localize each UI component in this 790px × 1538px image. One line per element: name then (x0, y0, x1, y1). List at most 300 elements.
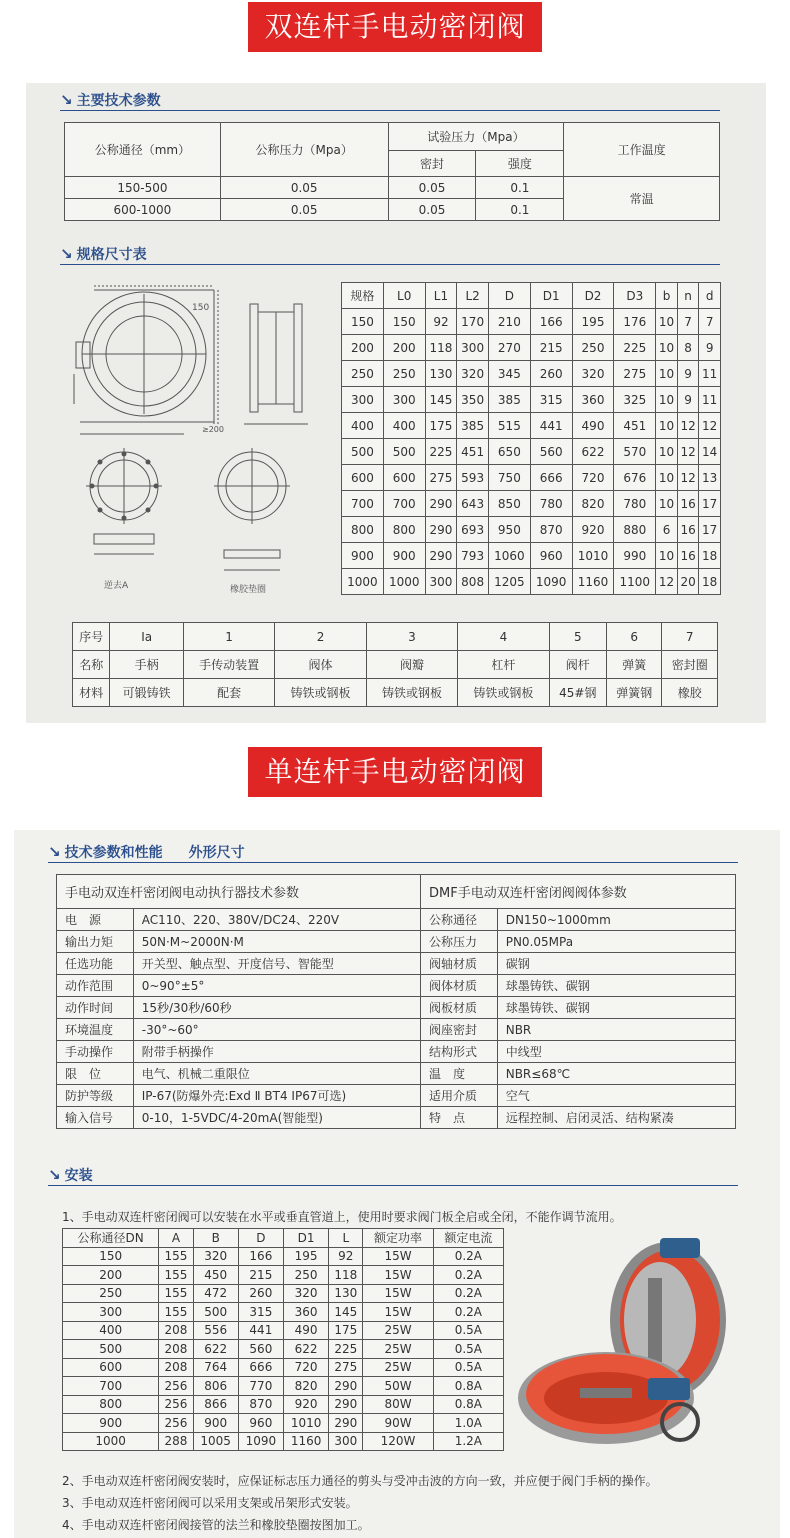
cell: 1000 (383, 569, 425, 595)
cell: 666 (238, 1358, 283, 1377)
section-heading-spec-table (60, 244, 147, 264)
cell: 90W (363, 1414, 433, 1433)
cell: 7 (699, 309, 721, 335)
cell: DN150~1000mm (497, 909, 735, 931)
cell: 15W (363, 1303, 433, 1322)
cell: 870 (238, 1395, 283, 1414)
cell: 0.1 (476, 199, 564, 221)
cell: 0.2A (433, 1266, 503, 1285)
section-heading-label: 安装 (64, 1168, 93, 1184)
cell: 1060 (488, 543, 530, 569)
cell: 阀体 (275, 651, 366, 679)
col-header: D (488, 283, 530, 309)
cell: 130 (425, 361, 457, 387)
cell: 9 (699, 335, 721, 361)
cell: -30°~60° (133, 1019, 420, 1041)
cell: 0.1 (476, 177, 564, 199)
cell: 任选功能 (57, 953, 134, 975)
cell: 25W (363, 1321, 433, 1340)
cell: 10 (656, 309, 678, 335)
install-note-3: 3、手电动双连杆密闭阀可以采用支架或吊架形式安装。 (62, 1496, 358, 1510)
col-header: b (656, 283, 678, 309)
col-header: n (677, 283, 699, 309)
install-note-2: 2、手电动双连杆密闭阀安装时，应保证标志压力通径的剪头与受冲击波的方向一致，并应便于阀门手柄的操作。 (62, 1474, 658, 1488)
cell: 0.8A (433, 1395, 503, 1414)
cell: 中线型 (497, 1041, 735, 1063)
cell: 130 (329, 1284, 363, 1303)
cell: 阀轴材质 (420, 953, 497, 975)
cell: 6 (656, 517, 678, 543)
cell: 515 (488, 413, 530, 439)
cell: 360 (572, 387, 614, 413)
cell: 50W (363, 1377, 433, 1396)
cell: 特 点 (420, 1107, 497, 1129)
cell: 0~90°±5° (133, 975, 420, 997)
cell: 215 (530, 335, 572, 361)
cell: 1010 (572, 543, 614, 569)
cell: 770 (238, 1377, 283, 1396)
cell: 490 (572, 413, 614, 439)
cell: 阀瓣 (366, 651, 457, 679)
cell: 5 (549, 623, 606, 651)
cell: 15W (363, 1266, 433, 1285)
dim-label-150: 150 (192, 303, 210, 313)
cell: 输出力矩 (57, 931, 134, 953)
cell: NBR≤68℃ (497, 1063, 735, 1085)
cell: PN0.05MPa (497, 931, 735, 953)
cell: 120W (363, 1432, 433, 1451)
cell: 225 (425, 439, 457, 465)
cell: 700 (63, 1377, 159, 1396)
col-header: L1 (425, 283, 457, 309)
cell: 300 (63, 1303, 159, 1322)
cell: 14 (699, 439, 721, 465)
col-header: L2 (457, 283, 489, 309)
cell: 208 (159, 1321, 193, 1340)
cell: 400 (383, 413, 425, 439)
cell: 1205 (488, 569, 530, 595)
table-row (342, 439, 721, 465)
cell: 9 (677, 361, 699, 387)
cell: 12 (677, 413, 699, 439)
cell: 10 (656, 491, 678, 517)
cell: 118 (425, 335, 457, 361)
cell: 手传动装置 (183, 651, 274, 679)
cell: NBR (497, 1019, 735, 1041)
cell: 1160 (572, 569, 614, 595)
cell: 764 (193, 1358, 238, 1377)
cell: 17 (699, 491, 721, 517)
cell: 800 (63, 1395, 159, 1414)
cell: 7 (662, 623, 718, 651)
cell: 铸铁或钢板 (458, 679, 549, 707)
cell: 150 (63, 1247, 159, 1266)
section-heading-install (48, 1165, 93, 1185)
cell: 250 (572, 335, 614, 361)
cell: 名称 (73, 651, 110, 679)
cell: 451 (457, 439, 489, 465)
cell: 556 (193, 1321, 238, 1340)
cell: 750 (488, 465, 530, 491)
table-row (63, 1340, 504, 1359)
cell: 600 (383, 465, 425, 491)
cell: 650 (488, 439, 530, 465)
cell: 配套 (183, 679, 274, 707)
cell: 铸铁或钢板 (366, 679, 457, 707)
cell: 400 (63, 1321, 159, 1340)
valve-technical-drawing (64, 274, 336, 604)
cell: 12 (677, 439, 699, 465)
section-subheading-label: 外形尺寸 (188, 845, 245, 861)
cell: 175 (329, 1321, 363, 1340)
cell: 250 (383, 361, 425, 387)
section-heading-label: 技术参数和性能 (64, 845, 163, 861)
cell: 1000 (63, 1432, 159, 1451)
table-row (63, 1432, 504, 1451)
cell: 500 (342, 439, 384, 465)
cell: 17 (699, 517, 721, 543)
cell: 1010 (283, 1414, 328, 1433)
cell: 15秒/30秒/60秒 (133, 997, 420, 1019)
table-row (57, 931, 736, 953)
cell: 手柄 (110, 651, 183, 679)
cell: 12 (699, 413, 721, 439)
cell: 3 (366, 623, 457, 651)
cell: 0.5A (433, 1358, 503, 1377)
cell: 15W (363, 1284, 433, 1303)
cell: 16 (677, 491, 699, 517)
cell: 155 (159, 1247, 193, 1266)
cell: 315 (530, 387, 572, 413)
cell: 12 (677, 465, 699, 491)
cell: 50N·M~2000N·M (133, 931, 420, 953)
table-row (63, 1377, 504, 1396)
cell: 橡胶 (662, 679, 718, 707)
cell: 11 (699, 361, 721, 387)
cell: 275 (425, 465, 457, 491)
cell: 18 (699, 569, 721, 595)
cell: 166 (238, 1247, 283, 1266)
cell: 320 (572, 361, 614, 387)
cell: 0.2A (433, 1303, 503, 1322)
cell: 780 (614, 491, 656, 517)
table-row (63, 1303, 504, 1322)
divider (48, 1185, 738, 1186)
cell: 0.05 (388, 199, 476, 221)
cell: 400 (342, 413, 384, 439)
cell: 0.5A (433, 1321, 503, 1340)
cell: 155 (159, 1284, 193, 1303)
section-heading-label: 主要技术参数 (76, 93, 161, 109)
cell: 175 (425, 413, 457, 439)
col-header: B (193, 1229, 238, 1248)
cell: 弹簧 (607, 651, 662, 679)
cell: 900 (383, 543, 425, 569)
main-params-table (64, 122, 720, 221)
cell: 1160 (283, 1432, 328, 1451)
cell: 441 (530, 413, 572, 439)
table-row (73, 651, 718, 679)
cell: 手动操作 (57, 1041, 134, 1063)
cell: 145 (425, 387, 457, 413)
cell: 阀座密封 (420, 1019, 497, 1041)
cell: 18 (699, 543, 721, 569)
cell: 866 (193, 1395, 238, 1414)
cell: 公称通径 (420, 909, 497, 931)
cell: 720 (283, 1358, 328, 1377)
cell: 10 (656, 335, 678, 361)
cell: 176 (614, 309, 656, 335)
cell: 676 (614, 465, 656, 491)
cell: 500 (193, 1303, 238, 1322)
cell: 451 (614, 413, 656, 439)
cell: 300 (457, 335, 489, 361)
cell: 870 (530, 517, 572, 543)
cell: 320 (193, 1247, 238, 1266)
table-row (63, 1414, 504, 1433)
cell: 472 (193, 1284, 238, 1303)
cell: IP-67(防爆外壳:Exd Ⅱ BT4 IP67可选) (133, 1085, 420, 1107)
cell: 4 (458, 623, 549, 651)
table-row (57, 1107, 736, 1129)
cell: 500 (383, 439, 425, 465)
table-row (57, 1041, 736, 1063)
right-table-header: DMF手电动双连杆密闭阀阀体参数 (420, 875, 735, 909)
cell: 560 (238, 1340, 283, 1359)
dim-label-200: ≥200 (202, 425, 224, 434)
cell: 622 (283, 1340, 328, 1359)
cell: 600 (342, 465, 384, 491)
divider (48, 862, 738, 863)
arrow-icon: ↘ (60, 245, 73, 263)
cell: 256 (159, 1414, 193, 1433)
cell: 290 (425, 543, 457, 569)
cell: 225 (329, 1340, 363, 1359)
table-row (342, 569, 721, 595)
cell: 附带手柄操作 (133, 1041, 420, 1063)
cell: 320 (283, 1284, 328, 1303)
cell: 275 (614, 361, 656, 387)
cell: 990 (614, 543, 656, 569)
cell: 693 (457, 517, 489, 543)
view-a-label: 逆去A (104, 581, 129, 591)
cell: 200 (383, 335, 425, 361)
cell: 288 (159, 1432, 193, 1451)
cell: 195 (572, 309, 614, 335)
cell: 500 (63, 1340, 159, 1359)
cell: 动作时间 (57, 997, 134, 1019)
cell: 1.0A (433, 1414, 503, 1433)
cell: 6 (607, 623, 662, 651)
cell: 空气 (497, 1085, 735, 1107)
cell: 900 (63, 1414, 159, 1433)
cell: 820 (572, 491, 614, 517)
cell: 10 (656, 413, 678, 439)
cell: 360 (283, 1303, 328, 1322)
cell: 阀板材质 (420, 997, 497, 1019)
cell: 12 (656, 569, 678, 595)
header-temp: 工作温度 (564, 123, 720, 177)
cell: 950 (488, 517, 530, 543)
arrow-icon: ↘ (60, 91, 73, 109)
cell: 720 (572, 465, 614, 491)
cell: 铸铁或钢板 (275, 679, 366, 707)
cell: 385 (457, 413, 489, 439)
table-row (57, 997, 736, 1019)
cell: 880 (614, 517, 656, 543)
cell: 345 (488, 361, 530, 387)
cell: 25W (363, 1340, 433, 1359)
cell: 260 (530, 361, 572, 387)
cell: 1 (183, 623, 274, 651)
col-header: d (699, 283, 721, 309)
cell: 155 (159, 1266, 193, 1285)
cell: 215 (238, 1266, 283, 1285)
cell: 350 (457, 387, 489, 413)
cell: 密封圈 (662, 651, 718, 679)
cell: 490 (283, 1321, 328, 1340)
cell: 315 (238, 1303, 283, 1322)
section-heading-tech-performance (48, 842, 245, 862)
cell: 输入信号 (57, 1107, 134, 1129)
table-row (57, 1063, 736, 1085)
cell: 温 度 (420, 1063, 497, 1085)
cell: 0.05 (388, 177, 476, 199)
cell: 开关型、触点型、开度信号、智能型 (133, 953, 420, 975)
header-dn: 公称通径（mm） (65, 123, 221, 177)
parts-table (72, 622, 718, 707)
col-header: 额定功率 (363, 1229, 433, 1248)
cell: 10 (656, 465, 678, 491)
cell: 9 (677, 387, 699, 413)
arrow-icon: ↘ (48, 843, 61, 861)
cell: 260 (238, 1284, 283, 1303)
cell: 570 (614, 439, 656, 465)
cell: 限 位 (57, 1063, 134, 1085)
cell: 92 (425, 309, 457, 335)
cell: 195 (283, 1247, 328, 1266)
table-row (342, 465, 721, 491)
section-heading-label: 规格尺寸表 (76, 247, 147, 263)
table-row (342, 413, 721, 439)
cell: 300 (342, 387, 384, 413)
cell: 1000 (342, 569, 384, 595)
cell: 可锻铸铁 (110, 679, 183, 707)
cell: 290 (425, 491, 457, 517)
banner-title-single-link: 单连杆手电动密闭阀 (248, 747, 542, 797)
gasket-label: 橡胶垫圈 (230, 585, 267, 595)
cell: 球墨铸铁、碳钢 (497, 997, 735, 1019)
divider (60, 264, 720, 265)
cell: 250 (342, 361, 384, 387)
cell: 793 (457, 543, 489, 569)
table-row (63, 1395, 504, 1414)
cell: 441 (238, 1321, 283, 1340)
cell: 600 (63, 1358, 159, 1377)
col-header: D1 (530, 283, 572, 309)
banner-title-double-link: 双连杆手电动密闭阀 (248, 2, 542, 52)
table-row (73, 623, 718, 651)
cell: 80W (363, 1395, 433, 1414)
header-pn: 公称压力（Mpa） (220, 123, 388, 177)
cell: 环境温度 (57, 1019, 134, 1041)
col-header: 公称通径DN (63, 1229, 159, 1248)
cell: 15W (363, 1247, 433, 1266)
cell: 150-500 (65, 177, 221, 199)
cell: 10 (656, 387, 678, 413)
cell: 622 (193, 1340, 238, 1359)
cell: 200 (63, 1266, 159, 1285)
cell: 1090 (238, 1432, 283, 1451)
cell: 700 (383, 491, 425, 517)
cell: 806 (193, 1377, 238, 1396)
cell: 0.8A (433, 1377, 503, 1396)
cell: 270 (488, 335, 530, 361)
spec-dimension-table (341, 282, 721, 595)
section-heading-main-params (60, 90, 161, 110)
cell: AC110、220、380V/DC24、220V (133, 909, 420, 931)
cell: 256 (159, 1377, 193, 1396)
col-header: D (238, 1229, 283, 1248)
cell: 118 (329, 1266, 363, 1285)
install-dimension-table (62, 1228, 504, 1451)
cell-temp: 常温 (564, 177, 720, 221)
cell: 780 (530, 491, 572, 517)
cell: 碳钢 (497, 953, 735, 975)
cell: 球墨铸铁、碳钢 (497, 975, 735, 997)
cell: 10 (656, 543, 678, 569)
cell: 结构形式 (420, 1041, 497, 1063)
cell: 1005 (193, 1432, 238, 1451)
cell: 560 (530, 439, 572, 465)
cell: 300 (383, 387, 425, 413)
table-row (57, 1019, 736, 1041)
cell: 920 (572, 517, 614, 543)
cell: 45#钢 (549, 679, 606, 707)
cell: 10 (656, 439, 678, 465)
cell: 150 (383, 309, 425, 335)
table-row (57, 953, 736, 975)
cell: 0.5A (433, 1340, 503, 1359)
cell: 300 (425, 569, 457, 595)
cell: 0-10，1-5VDC/4-20mA(智能型) (133, 1107, 420, 1129)
table-row (63, 1284, 504, 1303)
col-header: L0 (383, 283, 425, 309)
cell: 16 (677, 543, 699, 569)
cell: 800 (383, 517, 425, 543)
cell: 155 (159, 1303, 193, 1322)
cell: 杠杆 (458, 651, 549, 679)
cell: 防护等级 (57, 1085, 134, 1107)
col-header: 规格 (342, 283, 384, 309)
cell: 300 (329, 1432, 363, 1451)
cell: 1100 (614, 569, 656, 595)
cell: 960 (238, 1414, 283, 1433)
cell: 1090 (530, 569, 572, 595)
cell: 166 (530, 309, 572, 335)
table-row (63, 1247, 504, 1266)
divider (60, 110, 720, 111)
cell: 920 (283, 1395, 328, 1414)
cell: 0.05 (220, 199, 388, 221)
cell: 0.05 (220, 177, 388, 199)
install-note-1: 1、手电动双连杆密闭阀可以安装在水平或垂直管道上，使用时要求阀门板全启或全闭，不能作调节流用。 (62, 1210, 622, 1224)
table-row (57, 909, 736, 931)
cell: 适用介质 (420, 1085, 497, 1107)
cell: 208 (159, 1358, 193, 1377)
cell: 材料 (73, 679, 110, 707)
cell: 16 (677, 517, 699, 543)
